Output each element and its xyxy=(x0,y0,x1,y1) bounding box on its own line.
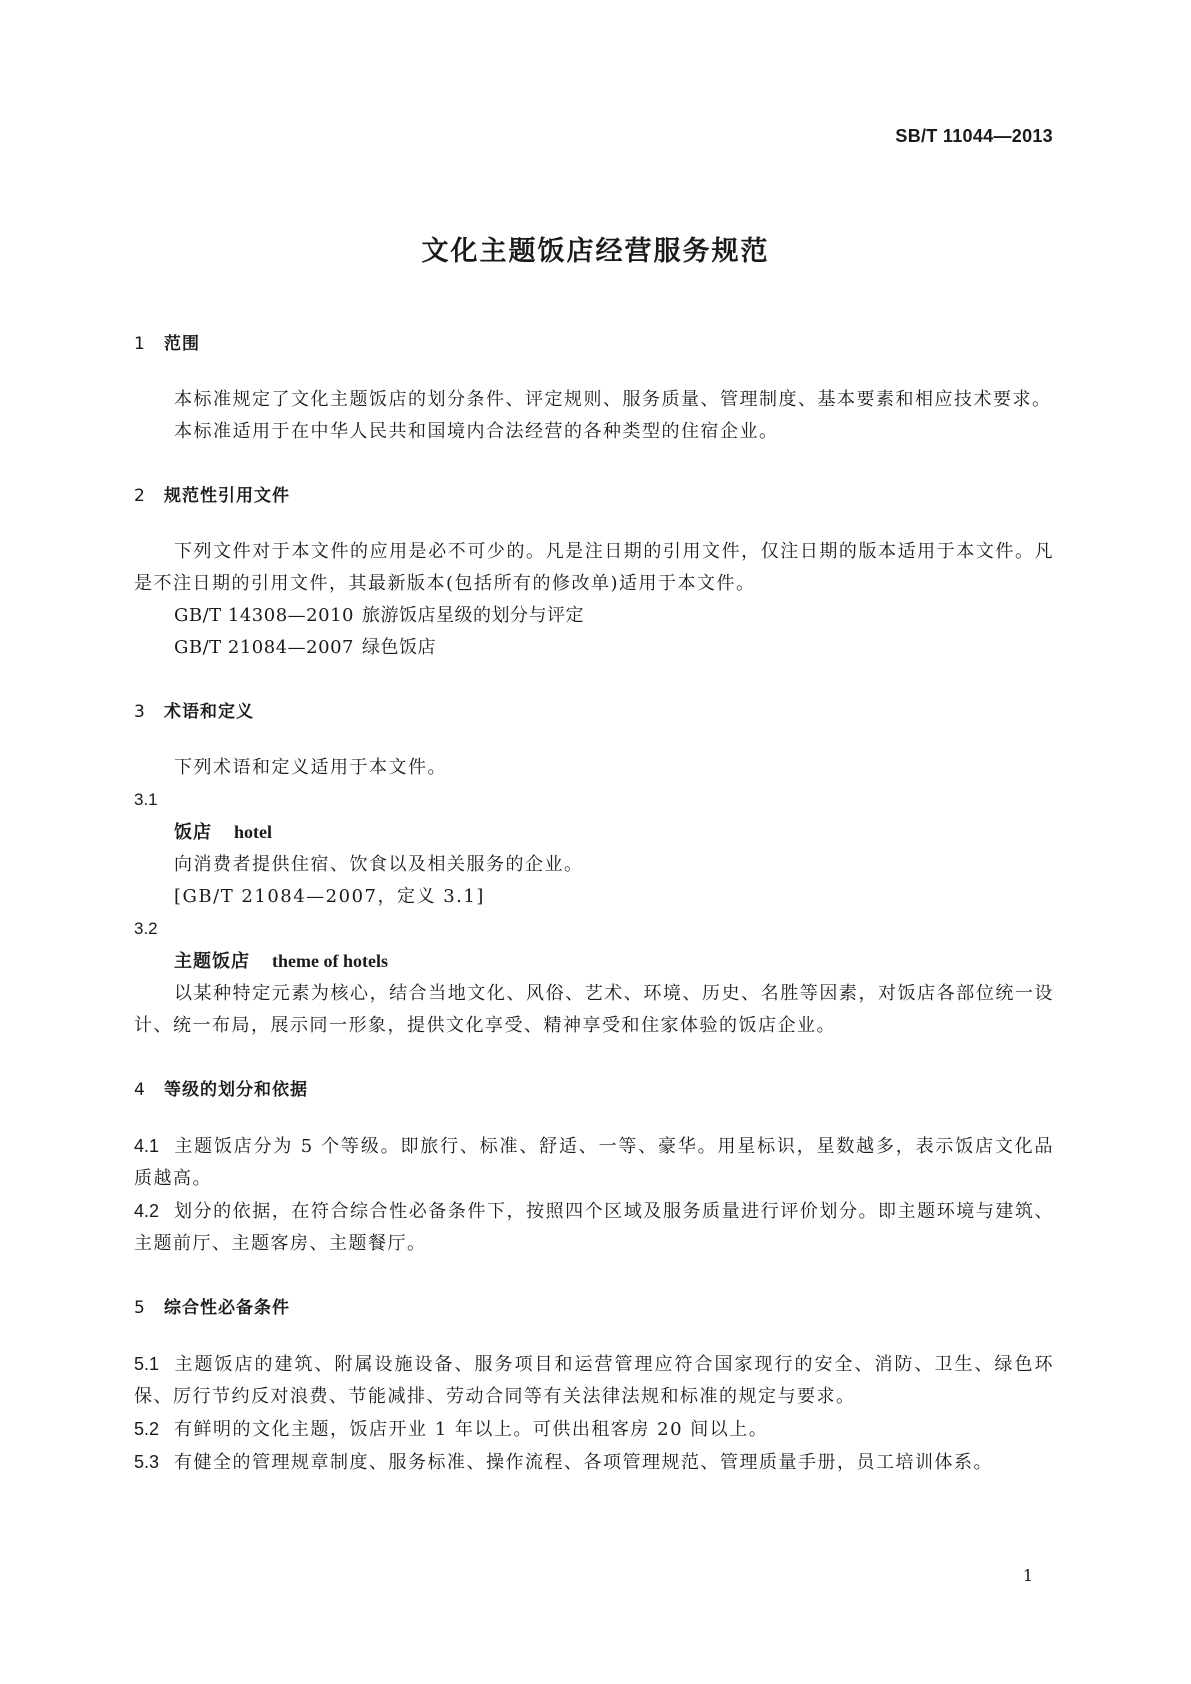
term-en: hotel xyxy=(234,822,272,842)
section-title: 范围 xyxy=(164,334,200,354)
clause-number: 5.1 xyxy=(134,1354,160,1374)
clause-number: 5.3 xyxy=(134,1452,160,1472)
section-heading-scope xyxy=(134,330,1054,358)
document-body xyxy=(134,330,1054,1479)
reference-name: 旅游饭店星级的划分与评定 xyxy=(362,605,584,626)
clause xyxy=(134,1348,1054,1413)
section-heading-requirements xyxy=(134,1294,1054,1322)
standard-code: SB/T 11044—2013 xyxy=(895,126,1053,146)
section-number: 5 xyxy=(134,1298,146,1318)
term-number: 3.2 xyxy=(134,919,158,938)
reference-name: 绿色饭店 xyxy=(362,637,436,658)
term-definition: 以某种特定元素为核心，结合当地文化、风俗、艺术、环境、历史、名胜等因素，对饭店各部位统一设计、统一布局，展示同一形象，提供文化享受、精神享受和住家体验的饭店企业。 xyxy=(134,983,1054,1036)
section-title: 术语和定义 xyxy=(164,702,254,722)
section-title: 等级的划分和依据 xyxy=(164,1080,308,1100)
section-number: 1 xyxy=(134,334,146,354)
reference-item xyxy=(134,600,1054,632)
term-en: theme of hotels xyxy=(272,951,388,971)
clause xyxy=(134,1413,1054,1446)
clause-number: 5.2 xyxy=(134,1419,160,1439)
clause-text: 有健全的管理规章制度、服务标准、操作流程、各项管理规范、管理质量手册，员工培训体系。 xyxy=(174,1452,993,1473)
clause xyxy=(134,1446,1054,1479)
section-title: 规范性引用文件 xyxy=(164,486,290,506)
clause-text: 主题饭店的建筑、附属设施设备、服务项目和运营管理应符合国家现行的安全、消防、卫生、绿色环保、厉行节约反对浪费、节能减排、劳动合同等有关法律法规和标准的规定与要求。 xyxy=(134,1354,1054,1407)
paragraph: 下列文件对于本文件的应用是必不可少的。凡是注日期的引用文件，仅注日期的版本适用于本文件。凡是不注日期的引用文件，其最新版本(包括所有的修改单)适用于本文件。 xyxy=(134,541,1054,594)
section-heading-grading xyxy=(134,1076,1054,1104)
reference-code: GB/T 21084—2007 xyxy=(174,637,354,658)
reference-code: GB/T 14308—2010 xyxy=(174,605,354,626)
term-number: 3.1 xyxy=(134,790,158,809)
section-heading-terms xyxy=(134,698,1054,726)
reference-item xyxy=(134,632,1054,664)
clause xyxy=(134,1195,1054,1260)
clause xyxy=(134,1130,1054,1195)
clause-text: 有鲜明的文化主题，饭店开业 1 年以上。可供出租客房 20 间以上。 xyxy=(174,1419,769,1440)
section-title: 综合性必备条件 xyxy=(164,1298,290,1318)
paragraph: 本标准适用于在中华人民共和国境内合法经营的各种类型的住宿企业。 xyxy=(174,421,779,442)
term-heading xyxy=(134,945,1054,978)
clause-number: 4.1 xyxy=(134,1136,160,1156)
clause-text: 划分的依据，在符合综合性必备条件下，按照四个区域及服务质量进行评价划分。即主题环境与建筑、主题前厅、主题客房、主题餐厅。 xyxy=(134,1201,1054,1254)
section-number: 2 xyxy=(134,486,146,506)
term-zh: 主题饭店 xyxy=(174,951,250,972)
term-definition: 向消费者提供住宿、饮食以及相关服务的企业。 xyxy=(174,854,584,875)
term-zh: 饭店 xyxy=(174,822,212,843)
section-heading-normative-references xyxy=(134,482,1054,510)
term-heading xyxy=(134,816,1054,849)
section-number: 3 xyxy=(134,702,146,722)
paragraph: 本标准规定了文化主题饭店的划分条件、评定规则、服务质量、管理制度、基本要素和相应技术要求。 xyxy=(174,389,1052,410)
section-number: 4 xyxy=(134,1080,146,1100)
page-number: 1 xyxy=(1022,1566,1033,1585)
clause-number: 4.2 xyxy=(134,1201,160,1221)
clause-text: 主题饭店分为 5 个等级。即旅行、标准、舒适、一等、豪华。用星标识，星数越多，表示饭店文化品质越高。 xyxy=(134,1136,1054,1189)
document-title: 文化主题饭店经营服务规范 xyxy=(421,236,770,267)
term-source: [GB/T 21084—2007，定义 3.1] xyxy=(174,886,485,907)
paragraph: 下列术语和定义适用于本文件。 xyxy=(174,757,447,778)
